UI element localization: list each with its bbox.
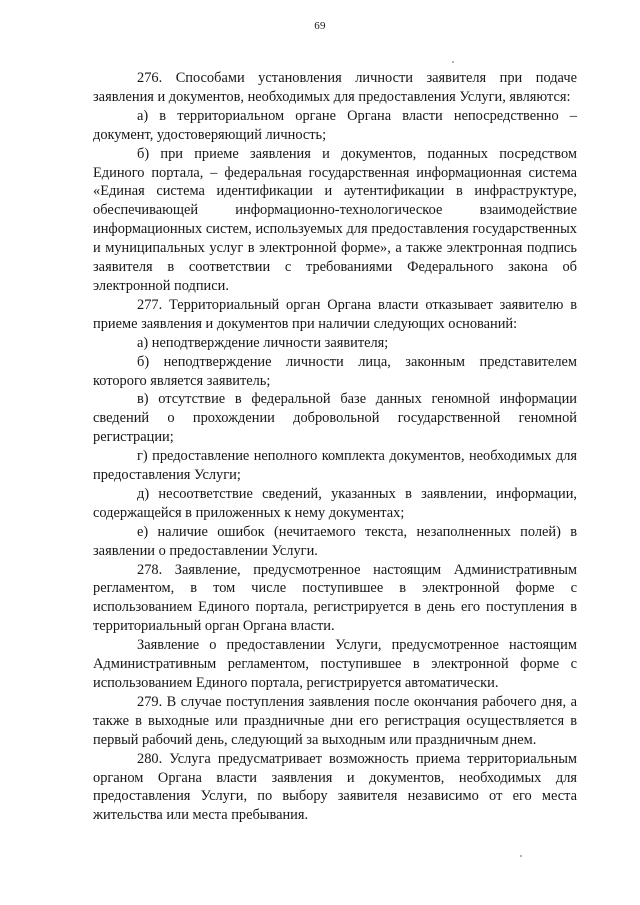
paragraph-277-e: д) несоответствие сведений, указанных в заявлении, информации, содержащейся в приложенных к нему документах; xyxy=(93,485,577,521)
paragraph-278: 278. Заявление, предусмотренное настоящим Административным регламентом, в том числе поступившее в электронной форме с использованием Единого портала, регистрируется в день его поступления в территориальный орган Органа власти. xyxy=(93,561,577,635)
paragraph-280: 280. Услуга предусматривает возможность приема территориальным органом Органа власти заявления и документов, необходимых для предоставления Услуги, по выбору заявителя независимо от его места жительства или места пребывания. xyxy=(93,750,577,824)
paragraph-276-a: а) в территориальном органе Органа власти непосредственно – документ, удостоверяющий личность; xyxy=(93,107,577,143)
paragraph-279: 279. В случае поступления заявления после окончания рабочего дня, а также в выходные или праздничные дни его регистрация осуществляется в первый рабочий день, следующий за выходным или праздничным днем. xyxy=(93,693,577,748)
paragraph-276-intro: 276. Способами установления личности заявителя при подаче заявления и документов, необходимых для предоставления Услуги, являются: xyxy=(93,70,577,105)
paragraph-277-c: в) отсутствие в федеральной базе данных геномной информации сведений о прохождении добровольной государственной геномной регистрации; xyxy=(93,391,577,446)
document-body xyxy=(93,69,577,825)
paragraph-277-intro: 277. Территориальный орган Органа власти отказывает заявителю в приеме заявления и документов при наличии следующих оснований: xyxy=(93,296,577,332)
paragraph-277-a: а) неподтверждение личности заявителя; xyxy=(137,334,389,351)
paragraph-278-continued: Заявление о предоставлении Услуги, предусмотренное настоящим Административным регламентом, поступившее в электронной форме с использованием Единого портала, регистрируется автоматически. xyxy=(93,637,577,691)
paragraph-277-b: б) неподтверждение личности лица, законным представителем которого является заявитель; xyxy=(93,353,577,389)
paragraph-277-f: е) наличие ошибок (нечитаемого текста, незаполненных полей) в заявлении о предоставлении Услуги. xyxy=(93,523,577,559)
paragraph-277-d: г) предоставление неполного комплекта документов, необходимых для предоставления Услуги; xyxy=(93,448,577,484)
scan-speck xyxy=(520,855,522,857)
page-number: 69 xyxy=(314,20,326,32)
paragraph-276-b: б) при приеме заявления и документов, поданных посредством Единого портала, – федеральная государственная информационная система «Единая система идентификации и аутентификации в инфраструктуре, обеспечивающей информационно-технологическое взаимодействие информационных систем, используемых для предоставления государственных и муниципальных услуг в электронной форме», а также электронная подпись заявителя в соответствии с требованиями Федерального закона об электронной подписи. xyxy=(93,145,577,294)
scan-speck xyxy=(452,61,454,63)
